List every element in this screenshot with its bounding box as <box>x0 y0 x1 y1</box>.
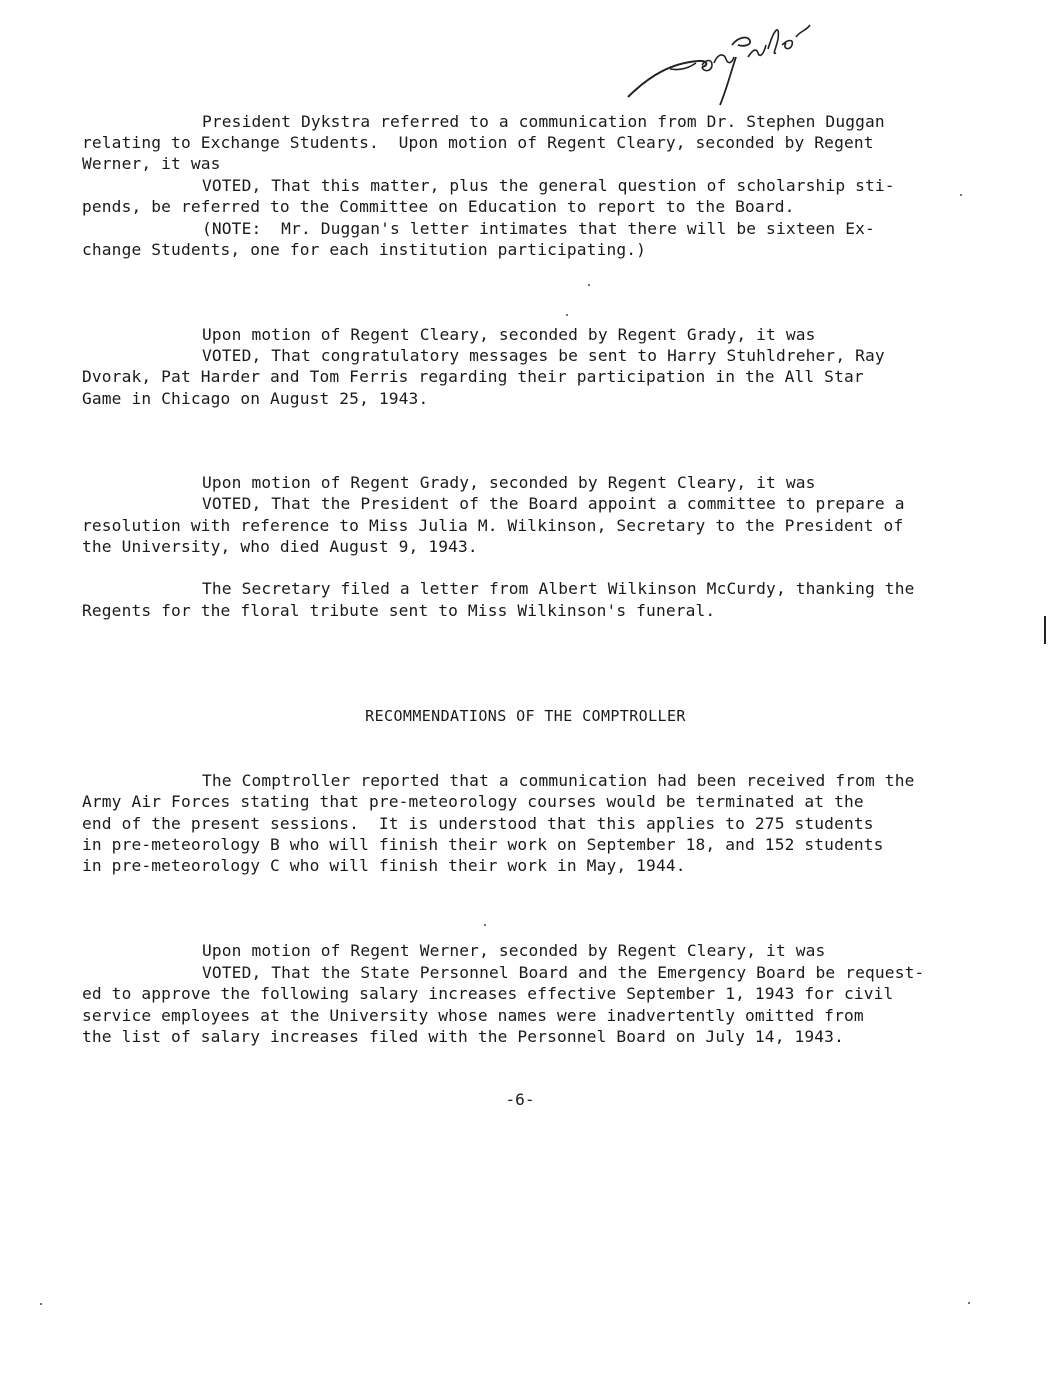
body-line: VOTED, That the State Personnel Board and the Emergency Board be request- <box>202 963 925 982</box>
body-line: pends, be referred to the Committee on Education to report to the Board. <box>82 197 795 216</box>
body-line: The Secretary filed a letter from Albert Wilkinson McCurdy, thanking the <box>202 579 915 598</box>
scan-speck <box>960 194 962 196</box>
body-line: relating to Exchange Students. Upon motion of Regent Cleary, seconded by Regent <box>82 133 874 152</box>
body-line: Werner, it was <box>82 154 221 173</box>
body-line: Game in Chicago on August 25, 1943. <box>82 389 429 408</box>
body-line: Dvorak, Pat Harder and Tom Ferris regarding their participation in the All Star <box>82 367 864 386</box>
scan-speck <box>588 284 590 286</box>
body-line: President Dykstra referred to a communication from Dr. Stephen Duggan <box>202 112 885 131</box>
body-line: end of the present sessions. It is understood that this applies to 275 students <box>82 814 874 833</box>
scan-speck <box>566 314 568 316</box>
body-line: The Comptroller reported that a communication had been received from the <box>202 771 915 790</box>
body-line: ed to approve the following salary increases effective September 1, 1943 for civil <box>82 984 894 1003</box>
scan-speck <box>40 1303 42 1305</box>
body-line: Upon motion of Regent Grady, seconded by Regent Cleary, it was <box>202 473 816 492</box>
body-line: service employees at the University whose names were inadvertently omitted from <box>82 1006 864 1025</box>
scan-speck <box>484 924 486 926</box>
body-line: the list of salary increases filed with the Personnel Board on July 14, 1943. <box>82 1027 844 1046</box>
body-line: Upon motion of Regent Cleary, seconded by Regent Grady, it was <box>202 325 816 344</box>
body-line: (NOTE: Mr. Duggan's letter intimates that there will be sixteen Ex- <box>202 219 875 238</box>
page-number: -6- <box>505 1090 535 1109</box>
body-line: Army Air Forces stating that pre-meteorology courses would be terminated at the <box>82 792 864 811</box>
scan-speck <box>968 1302 970 1304</box>
scan-edge-mark <box>1044 616 1046 644</box>
body-line: Upon motion of Regent Werner, seconded by Regent Cleary, it was <box>202 941 826 960</box>
body-line: VOTED, That congratulatory messages be sent to Harry Stuhldreher, Ray <box>202 346 885 365</box>
body-line: Regents for the floral tribute sent to Miss Wilkinson's funeral. <box>82 601 716 620</box>
body-line: change Students, one for each institution participating.) <box>82 240 647 259</box>
body-line: in pre-meteorology C who will finish their work in May, 1944. <box>82 856 686 875</box>
section-heading: RECOMMENDATIONS OF THE COMPTROLLER <box>365 707 686 725</box>
body-line: VOTED, That the President of the Board appoint a committee to prepare a <box>202 494 905 513</box>
body-line: resolution with reference to Miss Julia M. Wilkinson, Secretary to the President of <box>82 516 904 535</box>
body-line: the University, who died August 9, 1943. <box>82 537 478 556</box>
handwritten-signature <box>610 5 820 115</box>
body-line: in pre-meteorology B who will finish their work on September 18, and 152 students <box>82 835 884 854</box>
body-line: VOTED, That this matter, plus the general question of scholarship sti- <box>202 176 895 195</box>
